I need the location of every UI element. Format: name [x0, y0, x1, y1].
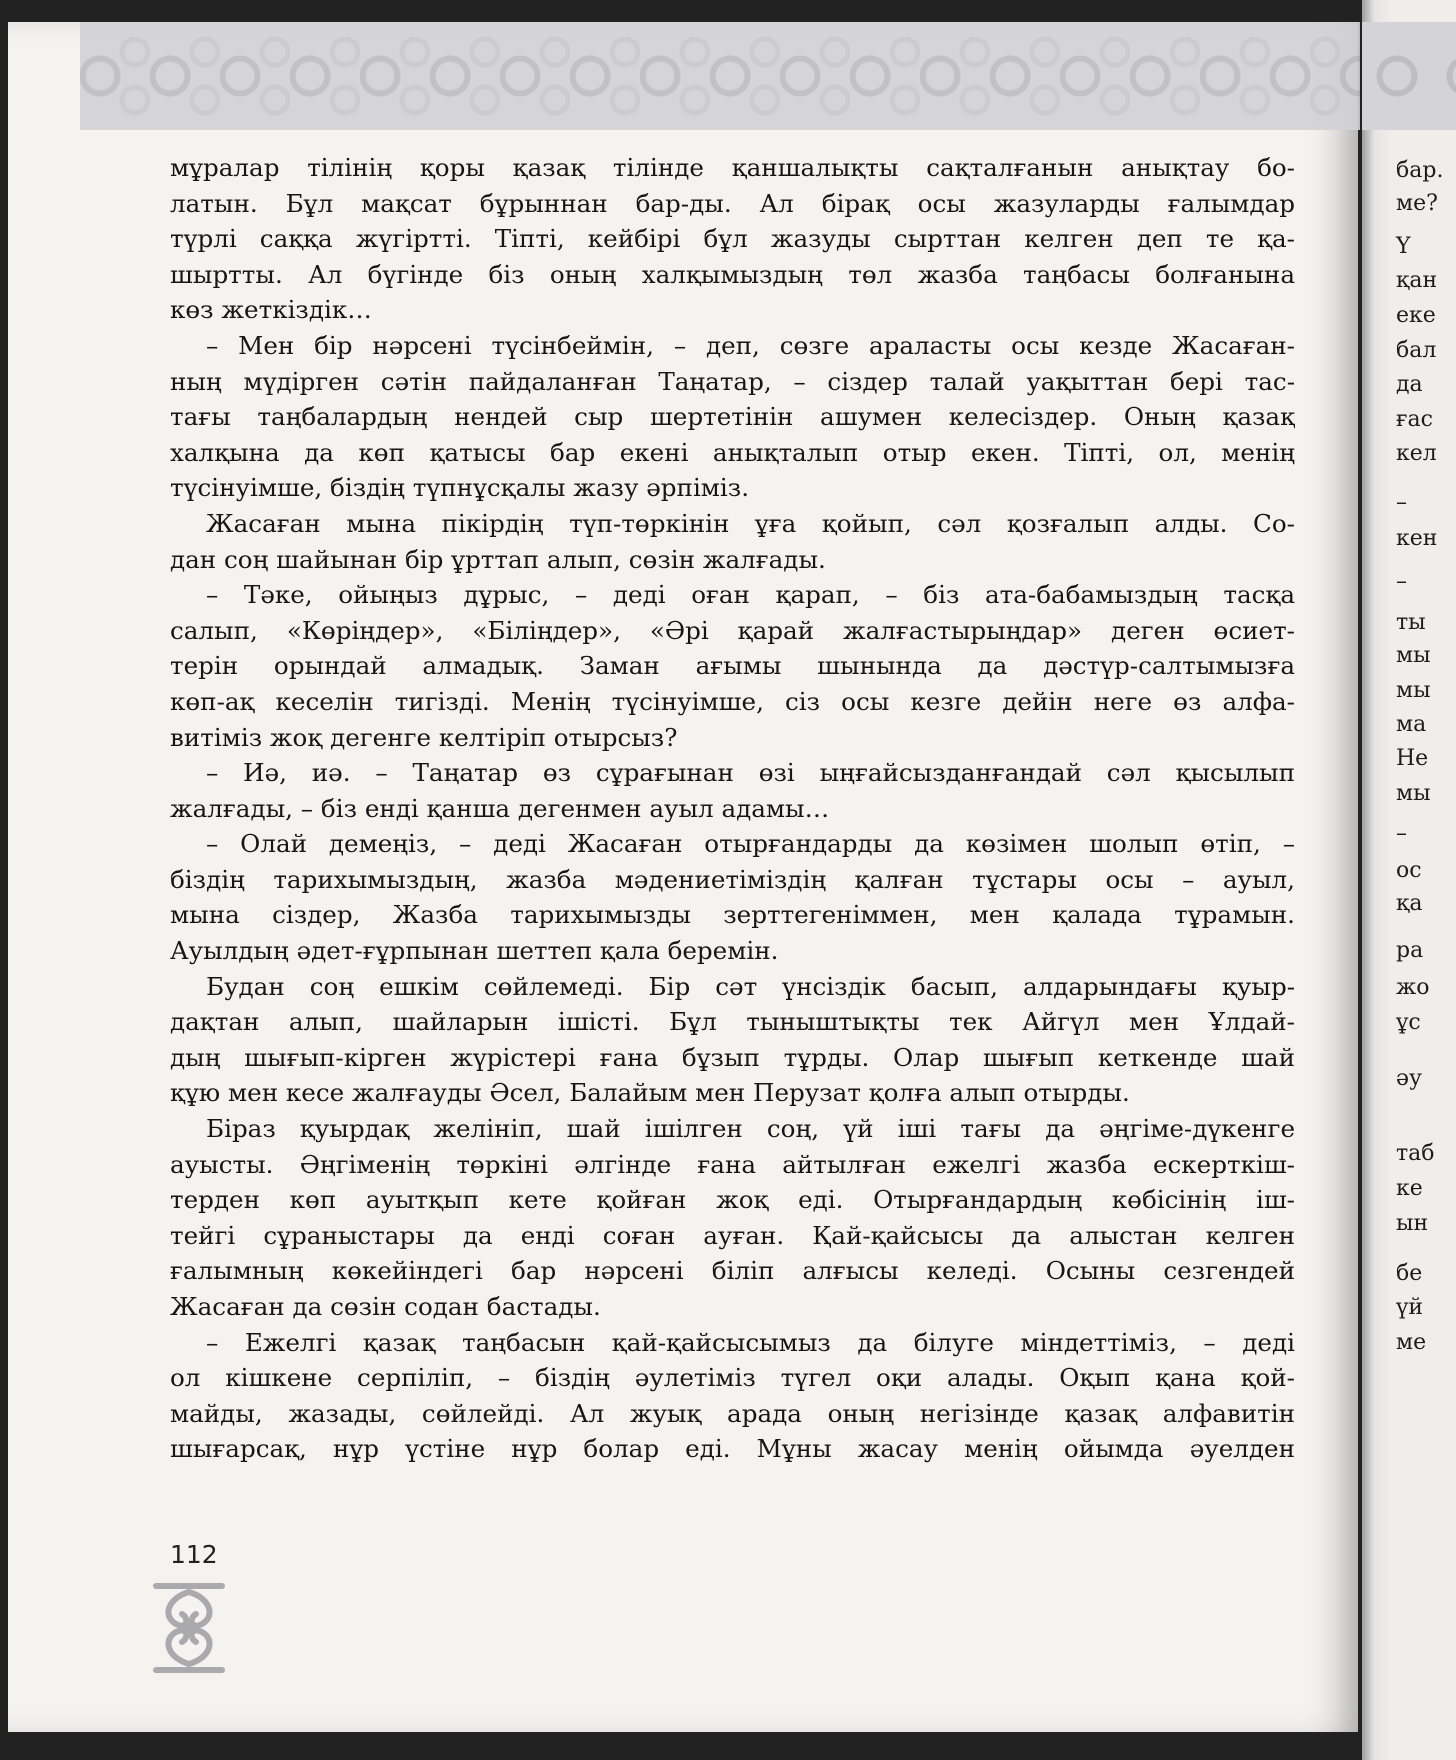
- facing-page-fragment: ме?: [1396, 191, 1438, 216]
- text-line: Будан соң ешкім сөйлемеді. Бір сәт үнсіздік басып, алдарындағы қуыр-: [206, 971, 1295, 1001]
- facing-page-fragment: –: [1396, 569, 1407, 594]
- text-line: Жасаған да сөзін содан бастады.: [170, 1292, 601, 1321]
- header-ornament: [80, 22, 1360, 130]
- text-line: витіміз жоқ дегенге келтіріп отырсыз?: [170, 722, 678, 752]
- text-line: Ауылдың әдет-ғұрпынан шеттеп қала беремін.: [170, 936, 779, 966]
- facing-page-fragment: ме: [1396, 1330, 1427, 1355]
- text-line: Біраз қуырдақ желініп, шай ішілген соң, үй іші тағы да әңгіме-дүкенге: [206, 1114, 1295, 1144]
- text-line: мұралар тілінің қоры қазақ тілінде қаншалықты сақталғанын анықтау бо-: [170, 153, 1295, 182]
- text-line: – Ежелгі қазақ таңбасын қай-қайсысымыз да білуге міндеттіміз, – деді: [206, 1327, 1295, 1357]
- text-line: шығарсақ, нұр үстіне нұр болар еді. Мұны жасау менің ойымда әуелден: [170, 1434, 1295, 1464]
- facing-page-fragment: ра: [1396, 938, 1424, 963]
- facing-page-fragment: ос: [1396, 858, 1422, 883]
- facing-page-ornament: [1362, 22, 1456, 130]
- facing-page-fragment: ғас: [1396, 407, 1433, 432]
- text-line: дан соң шайынан бір ұрттап алып, сөзін жалғады.: [170, 544, 826, 574]
- facing-page-fragment: бар.: [1396, 158, 1444, 183]
- text-line: мына сіздер, Жазба тарихымызды зерттегеніммен, мен қалада тұрамын.: [170, 900, 1295, 930]
- text-line: Жасаған мына пікірдің түп-төркінін ұға қойып, сәл қозғалып алды. Со-: [206, 508, 1295, 538]
- facing-page-fragment: ке: [1396, 1176, 1423, 1201]
- facing-page-fragment: жо: [1396, 975, 1430, 1000]
- text-line: ауысты. Әңгіменің төркіні әлгінде ғана айтылған ежелгі жазба ескерткіш-: [170, 1149, 1295, 1179]
- text-line: ның мүдірген сәтін пайдаланған Таңатар, – сіздер талай уақыттан бері тас-: [170, 366, 1295, 396]
- text-line: – Олай демеңіз, – деді Жасаған отырғандарды да көзімен шолып өтіп, –: [206, 829, 1295, 859]
- facing-page-fragment: бе: [1396, 1261, 1423, 1286]
- facing-page-fragment: бал: [1396, 338, 1437, 363]
- text-line: жалғады, – біз енді қанша дегенмен ауыл адамы…: [170, 793, 830, 823]
- text-line: – Иә, иә. – Таңатар өз сұрағынан өзі ыңғайсызданғандай сәл қысылып: [206, 758, 1295, 788]
- facing-page-fragment: ын: [1396, 1211, 1429, 1236]
- facing-page-fragment: ма: [1396, 712, 1427, 737]
- facing-page-fragment: ұс: [1396, 1010, 1421, 1035]
- text-line: майды, жазады, сөйлейді. Ал жуық арада оның негізінде қазақ алфавитін: [170, 1398, 1295, 1428]
- facing-page-fragment: кен: [1396, 526, 1438, 551]
- facing-page-fragment: Ү: [1396, 234, 1411, 259]
- text-line: түрлі саққа жүгіртті. Тіпті, кейбірі бұл жазуды сырттан келген деп те қа-: [170, 224, 1295, 254]
- text-line: құю мен кесе жалғауды Әсел, Балайым мен Перузат қолға алып отырды.: [170, 1078, 1130, 1108]
- facing-page-fragment: мы: [1396, 643, 1431, 668]
- corner-ornament-icon: [148, 1578, 230, 1678]
- facing-page-fragment: –: [1396, 821, 1407, 846]
- facing-page-edge: [1362, 0, 1456, 1760]
- text-line: терін орындай алмадық. Заман ағымы шынында да дәстүр-салтымызға: [170, 651, 1295, 681]
- facing-page-fragment: Не: [1396, 746, 1429, 771]
- facing-page-fragment: кел: [1396, 441, 1437, 466]
- text-line: көп-ақ кеселін тигізді. Менің түсінуімше, сіз осы кезге дейін неге өз алфа-: [170, 686, 1295, 716]
- facing-page-fragment: әу: [1396, 1066, 1422, 1091]
- facing-page-fragment: еке: [1396, 303, 1436, 328]
- text-line: дақтан алып, шайларын ішісті. Бұл тыныштықты тек Айгүл мен Ұлдай-: [170, 1007, 1295, 1037]
- text-line: түсінуімше, біздің түпнұсқалы жазу әрпіміз.: [170, 473, 750, 503]
- text-line: терден көп ауытқып кете қойған жоқ еді. Отырғандардың көбісінің іш-: [170, 1185, 1295, 1215]
- facing-page-fragment: таб: [1396, 1141, 1435, 1166]
- facing-page-fragment: мы: [1396, 678, 1431, 703]
- text-line: көз жеткіздік…: [170, 295, 372, 325]
- text-line: ғалымның көкейіндегі бар нәрсені біліп алғысы келеді. Осыны сезгендей: [170, 1256, 1295, 1286]
- page-number: 112: [170, 1540, 218, 1569]
- facing-page-fragment: ты: [1396, 610, 1426, 635]
- facing-page-fragment: үй: [1396, 1295, 1424, 1320]
- facing-page-fragment: да: [1396, 372, 1423, 397]
- text-line: шыртты. Ал бүгінде біз оның халқымыздың төл жазба таңбасы болғанына: [170, 259, 1295, 289]
- text-line: ол кішкене серпіліп, – біздің әулетіміз түгел оқи алады. Оқып қана қой-: [170, 1363, 1295, 1393]
- text-line: – Тәке, ойыңыз дұрыс, – деді оған қарап, – біз ата-бабамыздың тасқа: [206, 580, 1295, 610]
- text-line: халқына да көп қатысы бар екені анықталып отыр екен. Тіпті, ол, менің: [170, 437, 1295, 467]
- facing-page-fragment: мы: [1396, 781, 1431, 806]
- text-line: – Мен бір нәрсені түсінбеймін, – деп, сөзге араласты осы кезде Жасаған-: [206, 330, 1295, 360]
- body-text: [170, 150, 1295, 1467]
- text-line: салып, «Көріңдер», «Біліңдер», «Әрі қарай жалғастырыңдар» деген өсиет-: [170, 615, 1295, 645]
- text-line: латын. Бұл мақсат бұрыннан бар-ды. Ал бірақ осы жазуларды ғалымдар: [170, 188, 1295, 218]
- text-line: тейгі сұраныстары да енді соған ауған. Қай-қайсысы да алыстан келген: [170, 1220, 1295, 1250]
- text-line: тағы таңбалардың нендей сыр шертетінін ашумен келесіздер. Оның қазақ: [170, 402, 1295, 432]
- text-line: дың шығып-кірген жүрістері ғана бұзып тұрды. Олар шығып кеткенде шай: [170, 1042, 1295, 1072]
- facing-page-fragment: қан: [1396, 268, 1438, 293]
- facing-page-fragment: –: [1396, 490, 1407, 515]
- facing-page-fragment: қа: [1396, 891, 1423, 916]
- text-line: біздің тарихымыздың, жазба мәдениетіміздің қалған тұстары осы – ауыл,: [170, 864, 1295, 894]
